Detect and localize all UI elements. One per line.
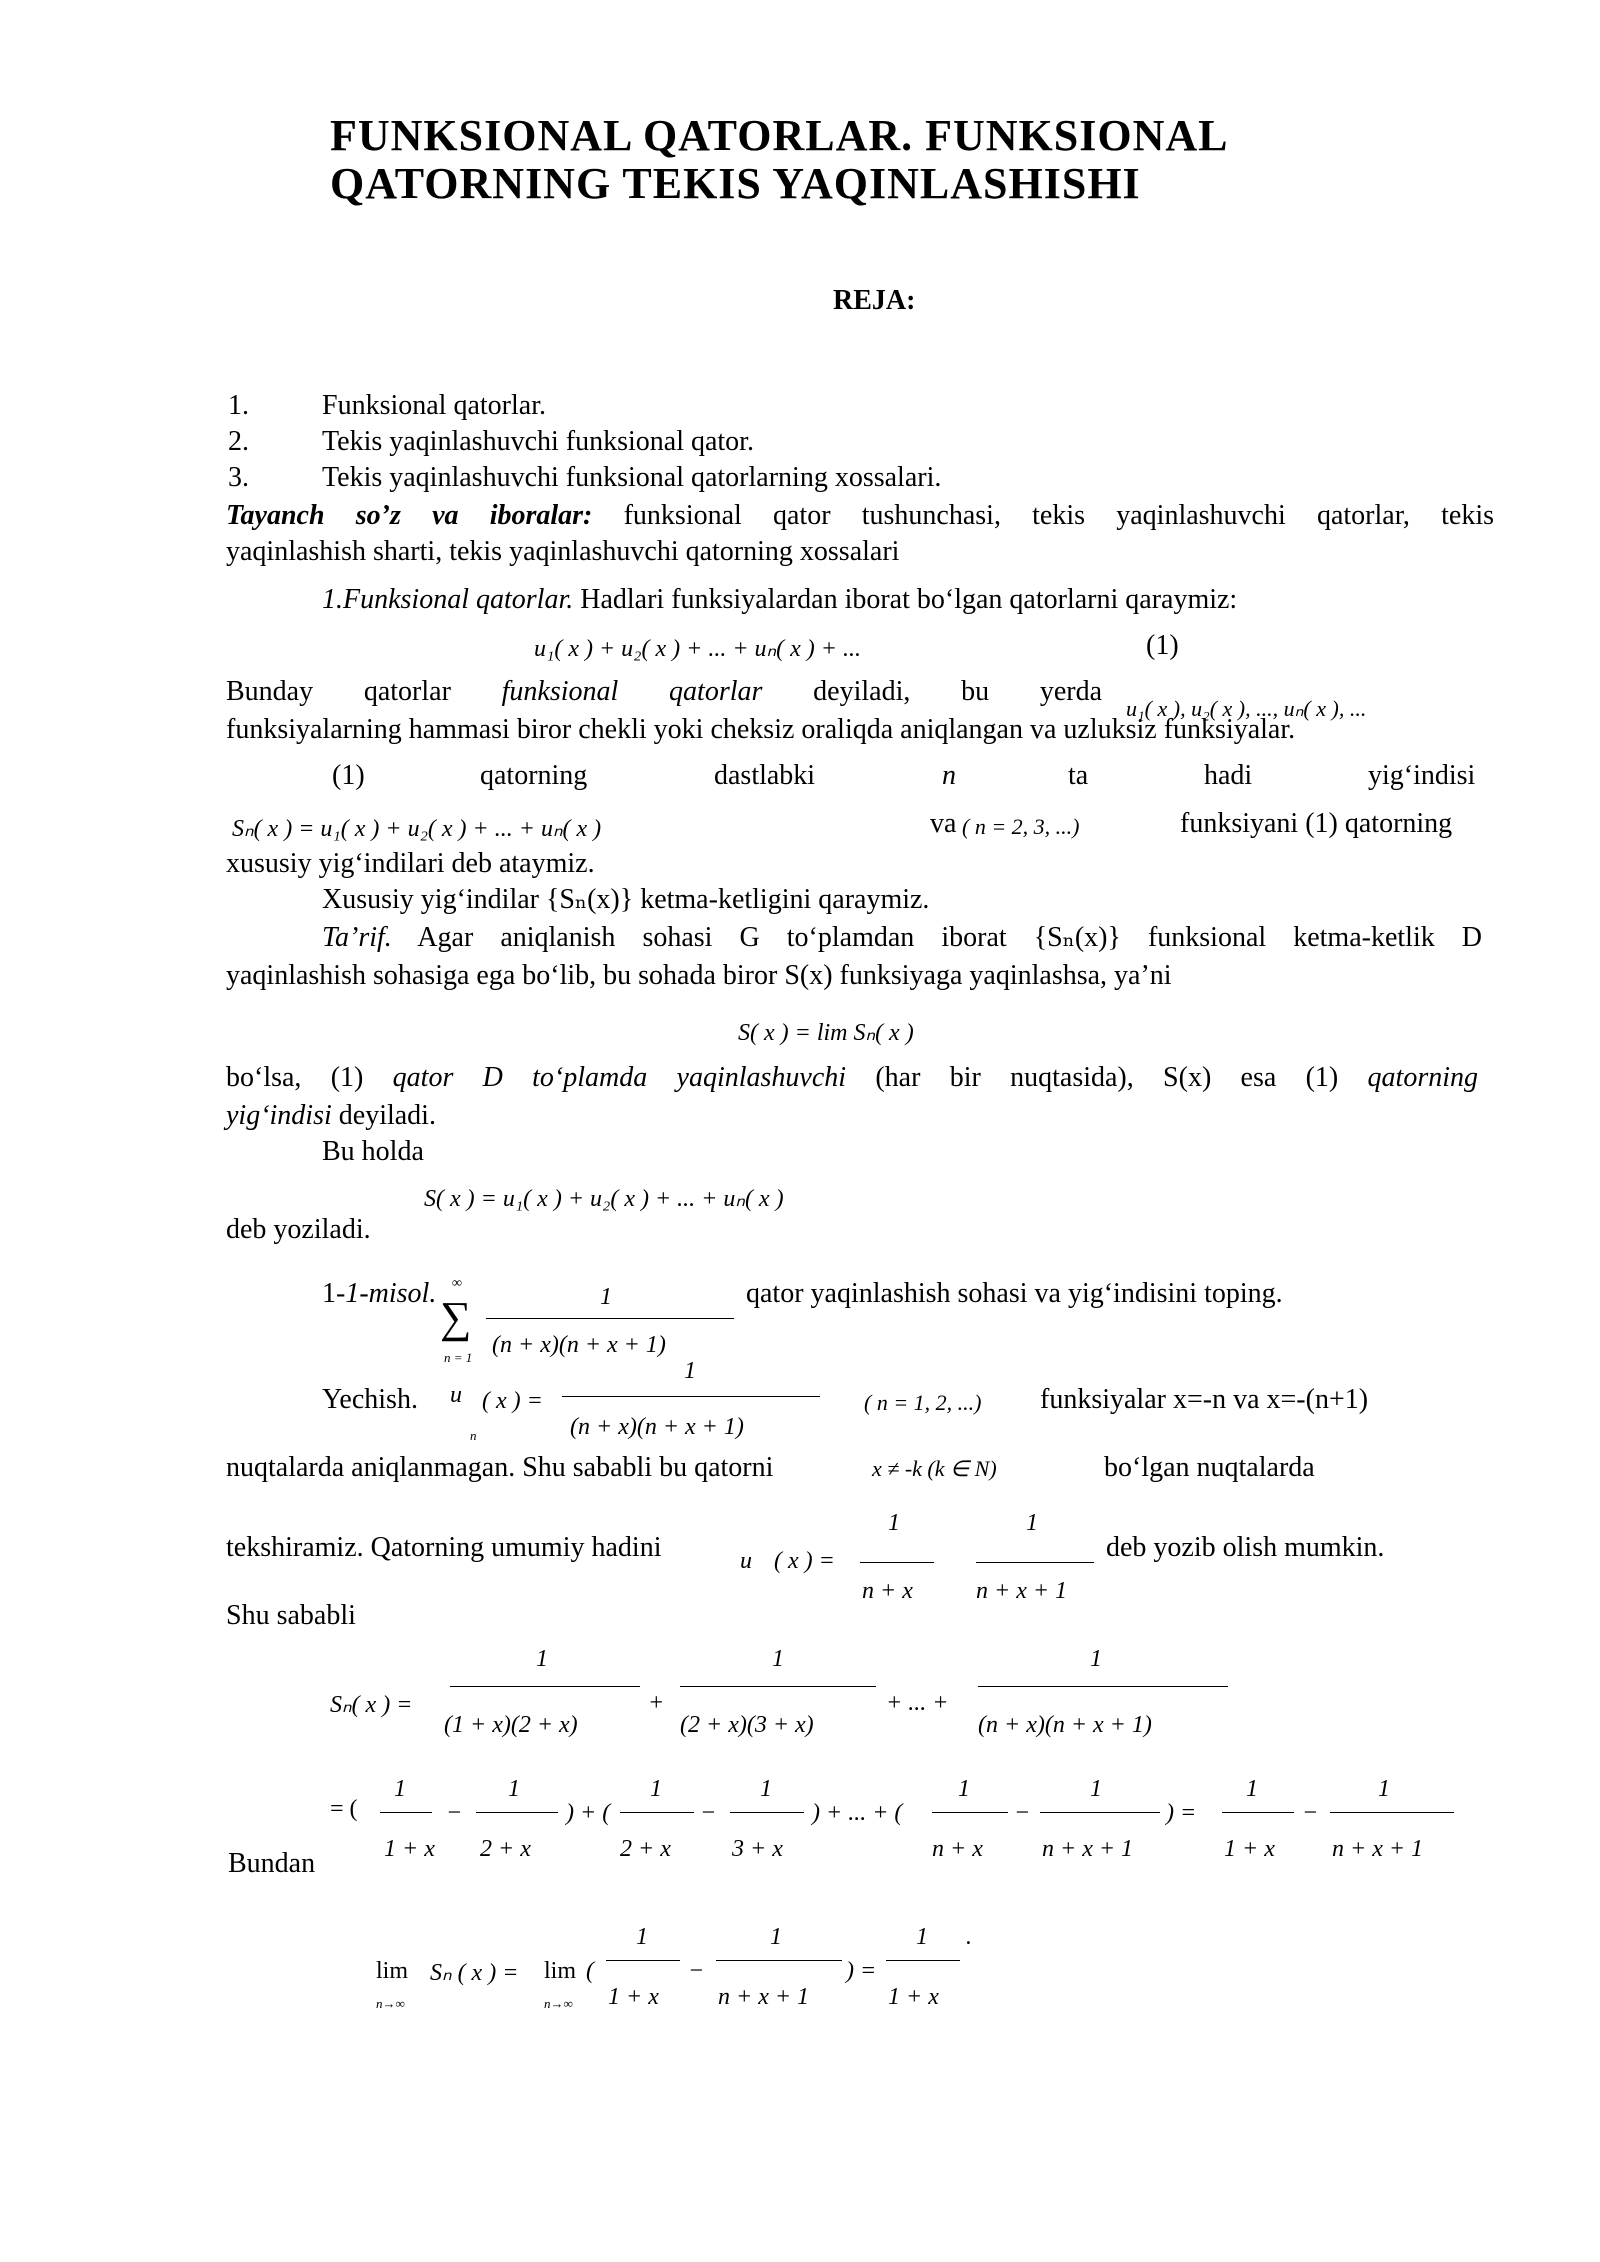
fraction-denominator: (2 + x)(3 + x) <box>680 1712 814 1738</box>
lim-operator: lim <box>544 1958 577 1984</box>
plan-heading: REJA: <box>833 285 916 316</box>
fraction-denominator: (n + x)(n + x + 1) <box>570 1414 744 1440</box>
example-label: 1-1-misol. <box>322 1278 437 1309</box>
keywords-label: Tayanch so’z va iboralar: <box>226 500 593 531</box>
fraction-denominator: n + x <box>862 1578 913 1604</box>
fraction-numerator: 1 <box>1378 1776 1390 1802</box>
paragraph-line: Xususiy yig‘indilar {Sₙ(x)} ketma-ketligini qaraymiz. <box>322 884 930 915</box>
plus-sign: ) + ( <box>566 1800 611 1826</box>
fraction-denominator: 1 + x <box>608 1984 659 2010</box>
plan-item-number: 1. <box>228 390 249 421</box>
keywords-line-2: yaqinlashish sharti, tekis yaqinlashuvchi qatorning xossalari <box>226 536 900 567</box>
lim-subscript: n→∞ <box>544 1996 573 2011</box>
definition-line-2: yaqinlashish sohasiga ega bo‘lib, bu sohada biror S(x) funksiyaga yaqinlashsa, ya’ni <box>226 960 1172 991</box>
fraction-denominator: n + x + 1 <box>718 1984 810 2010</box>
definition-line-1 <box>322 920 1482 956</box>
fraction-numerator: 1 <box>536 1646 548 1672</box>
subscript-n: n <box>470 1428 477 1443</box>
term-un: u <box>450 1382 462 1408</box>
text-run: Bunday qatorlar <box>226 676 451 707</box>
fraction-bar <box>978 1686 1228 1687</box>
plus-sign: + <box>648 1690 665 1716</box>
sum-lower-limit: n = 1 <box>444 1350 473 1365</box>
plan-item-text: Tekis yaqinlashuvchi funksional qator. <box>322 426 754 457</box>
fraction-numerator: 1 <box>650 1776 662 1802</box>
fraction-bar <box>476 1812 558 1813</box>
fraction-denominator: (n + x)(n + x + 1) <box>492 1332 666 1358</box>
fraction-denominator: n + x + 1 <box>1332 1836 1424 1862</box>
keywords-text: funksional qator tushunchasi, tekis yaqinlashuvchi qatorlar, tekis <box>623 500 1495 531</box>
keywords-line-1 <box>226 498 1494 534</box>
fraction-bar <box>1222 1812 1294 1813</box>
fraction-bar <box>606 1960 680 1961</box>
example-label-text: 1-misol. <box>345 1278 437 1309</box>
fraction-denominator: 1 + x <box>384 1836 435 1862</box>
solution-text: funksiyalar x=-n va x=-(n+1) <box>1040 1384 1369 1415</box>
text-run: n <box>942 760 956 791</box>
sum-upper-limit: ∞ <box>452 1276 462 1291</box>
term: qator D to‘plamda yaqinlashuvchi <box>392 1062 847 1093</box>
argument-x: ( x ) = <box>774 1548 835 1574</box>
fraction-numerator: 1 <box>600 1284 612 1310</box>
term: yig‘indisi <box>226 1100 332 1131</box>
minus-sign: − <box>700 1800 717 1826</box>
equals-sign: ) = <box>1166 1800 1197 1826</box>
fraction-denominator: n + x + 1 <box>976 1578 1068 1604</box>
text-run: dastlabki <box>714 760 816 791</box>
example-task: qator yaqinlashish sohasi va yig‘indisini toping. <box>746 1278 1283 1309</box>
section-heading: 1.Funksional qatorlar. <box>322 584 574 615</box>
text-run: hadi <box>1204 760 1253 791</box>
fraction-numerator: 1 <box>760 1776 772 1802</box>
paragraph-line: bo‘lgan nuqtalarda <box>1104 1452 1315 1483</box>
fraction-denominator: (n + x)(n + x + 1) <box>978 1712 1152 1738</box>
fraction-bar <box>886 1960 960 1961</box>
paragraph-line: Bu holda <box>322 1136 424 1167</box>
fraction-numerator: 1 <box>770 1924 782 1950</box>
fraction-bar <box>380 1812 432 1813</box>
text-run: funksiyani (1) qatorning <box>1180 808 1453 839</box>
text-run: bo‘lsa, (1) <box>226 1062 364 1093</box>
text-run: va <box>930 808 957 839</box>
fraction-denominator: n + x + 1 <box>1042 1836 1134 1862</box>
partial-sum-symbol: Sₙ( x ) = <box>330 1692 413 1718</box>
text-run: (1) <box>332 760 365 791</box>
fraction-denominator: 1 + x <box>888 1984 939 2010</box>
ellipsis: ) + ... + ( <box>812 1800 903 1826</box>
fraction-bar <box>1330 1812 1454 1813</box>
argument-x: ( x ) = <box>482 1388 543 1414</box>
fraction-numerator: 1 <box>508 1776 520 1802</box>
fraction-bar <box>562 1396 820 1397</box>
index-range: ( n = 2, 3, ...) <box>962 814 1080 839</box>
page-title <box>330 112 1430 208</box>
fraction-denominator: n + x <box>932 1836 983 1862</box>
minus-sign: − <box>1302 1800 1319 1826</box>
equals-sign: ) = <box>846 1958 877 1984</box>
definition-line-3 <box>226 1060 1478 1096</box>
paragraph-line: xususiy yig‘indilari deb ataymiz. <box>226 848 595 879</box>
fraction-numerator: 1 <box>772 1646 784 1672</box>
minus-sign: − <box>688 1958 705 1984</box>
definition-label: Ta’rif. <box>322 922 392 953</box>
term: qatorning <box>1367 1062 1479 1093</box>
minus-sign: − <box>446 1800 463 1826</box>
paren: ( <box>586 1958 594 1984</box>
section-paragraph <box>322 582 1237 618</box>
term-un: u <box>740 1548 752 1574</box>
fraction-numerator: 1 <box>636 1924 648 1950</box>
text-run: yig‘indisi <box>1368 760 1476 791</box>
sigma-symbol: ∑ <box>440 1293 472 1342</box>
fraction-bar <box>730 1812 804 1813</box>
fraction-numerator: 1 <box>1246 1776 1258 1802</box>
fraction-numerator: 1 <box>916 1924 928 1950</box>
section-intro: Hadlari funksiyalardan iborat bo‘lgan qatorlarni qaraymiz: <box>580 584 1238 615</box>
fraction-bar <box>1040 1812 1160 1813</box>
minus-sign: − <box>1014 1800 1031 1826</box>
lim-operator: lim <box>376 1958 409 1984</box>
fraction-denominator: 3 + x <box>732 1836 783 1862</box>
partial-sum-formula: Sₙ( x ) = u₁( x ) + u₂( x ) + ... + uₙ( x ) <box>232 816 602 842</box>
limit-formula: S( x ) = lim Sₙ( x ) <box>738 1020 914 1046</box>
sum-formula: S( x ) = u₁( x ) + u₂( x ) + ... + uₙ( x ) <box>424 1186 784 1212</box>
fraction-denominator: 1 + x <box>1224 1836 1275 1862</box>
fraction-bar <box>932 1812 1008 1813</box>
text-run: deyiladi. <box>338 1100 436 1131</box>
plan-item-number: 2. <box>228 426 249 457</box>
fraction-denominator: 2 + x <box>620 1836 671 1862</box>
equation-number: (1) <box>1146 630 1179 661</box>
fraction-numerator: 1 <box>684 1358 696 1384</box>
plan-item-number: 3. <box>228 462 249 493</box>
fraction-bar <box>716 1960 842 1961</box>
period: . <box>966 1924 972 1950</box>
fraction-bar <box>976 1562 1094 1563</box>
title-line-1: FUNKSIONAL QATORLAR. FUNKSIONAL <box>330 111 1229 160</box>
fraction-bar <box>450 1686 640 1687</box>
text-run: qatorning <box>480 760 588 791</box>
plan-item-text: Tekis yaqinlashuvchi funksional qatorlarning xossalari. <box>322 462 942 493</box>
fraction-bar <box>860 1562 934 1563</box>
fraction-bar <box>620 1812 694 1813</box>
function-list: u₁( x ), u₂( x ), ..., uₙ( x ), ... <box>1126 696 1367 721</box>
fraction-numerator: 1 <box>1090 1646 1102 1672</box>
paragraph-line: Bundan <box>228 1848 316 1879</box>
series-formula: u₁( x ) + u₂( x ) + ... + uₙ( x ) + ... <box>534 636 861 662</box>
text-run: (har bir nuqtasida), S(x) esa (1) <box>875 1062 1339 1093</box>
fraction-denominator: (1 + x)(2 + x) <box>444 1712 578 1738</box>
paragraph-line <box>226 674 1102 710</box>
lim-subscript: n→∞ <box>376 1996 405 2011</box>
paragraph-line: tekshiramiz. Qatorning umumiy hadini <box>226 1532 662 1563</box>
text-run: Agar aniqlanish sohasi G to‘plamdan iborat {Sₙ(x)} funksional ketma-ketlik D <box>417 922 1482 953</box>
term: funksional qatorlar <box>501 676 763 707</box>
paragraph-line: funksiyalarning hammasi biror chekli yoki cheksiz oraliqda aniqlangan va uzluksiz funksiyalar. <box>226 714 1296 745</box>
text-run: deyiladi, bu yerda <box>813 676 1103 707</box>
title-line-2: QATORNING TEKIS YAQINLASHISHI <box>330 159 1141 208</box>
fraction-bar <box>486 1318 734 1319</box>
condition-formula: x ≠ -k (k ∈ N) <box>872 1456 997 1481</box>
partial-sum-symbol: Sₙ ( x ) = <box>430 1960 519 1986</box>
index-range: ( n = 1, 2, ...) <box>864 1390 982 1415</box>
plan-item-text: Funksional qatorlar. <box>322 390 546 421</box>
fraction-bar <box>680 1686 876 1687</box>
fraction-numerator: 1 <box>394 1776 406 1802</box>
fraction-numerator: 1 <box>1090 1776 1102 1802</box>
fraction-denominator: 2 + x <box>480 1836 531 1862</box>
fraction-numerator: 1 <box>1026 1510 1038 1536</box>
paragraph-line: Shu sababli <box>226 1600 356 1631</box>
ellipsis: + ... + <box>886 1690 949 1716</box>
equals-sign: = ( <box>330 1796 358 1822</box>
fraction-numerator: 1 <box>958 1776 970 1802</box>
text-run: ta <box>1068 760 1089 791</box>
paragraph-line: deb yoziladi. <box>226 1214 371 1245</box>
paragraph-line: deb yozib olish mumkin. <box>1106 1532 1385 1563</box>
solution-label: Yechish. <box>322 1384 418 1415</box>
paragraph-line: nuqtalarda aniqlanmagan. Shu sababli bu qatorni <box>226 1452 774 1483</box>
definition-line-4 <box>226 1098 436 1134</box>
fraction-numerator: 1 <box>888 1510 900 1536</box>
